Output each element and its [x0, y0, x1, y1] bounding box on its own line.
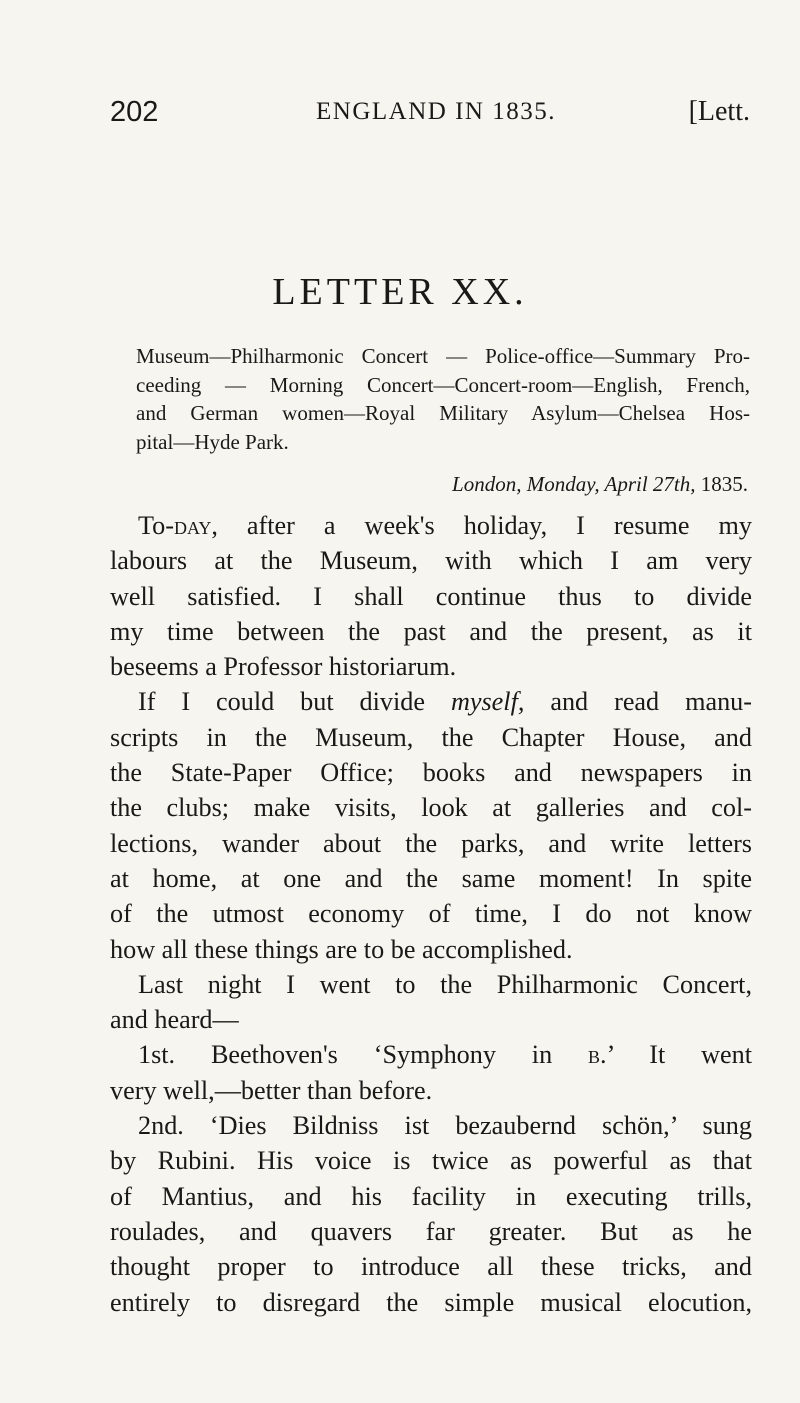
opening-line-rest: after a week's holiday, I resume my	[217, 511, 752, 540]
paragraph-line: Last night I went to the Philharmonic Concert,	[138, 969, 752, 999]
running-title: ENGLAND IN 1835.	[316, 98, 556, 125]
paragraph-line: how all these things are to be accomplished.	[110, 934, 573, 964]
summary-line: ceeding — Morning Concert—Concert-room—English, French,	[136, 372, 750, 397]
paragraph-line: of Mantius, and his facility in executing trills,	[110, 1181, 752, 1211]
paragraph-line: and heard—	[110, 1005, 239, 1035]
paragraph-line: roulades, and quavers far greater. But as he	[110, 1216, 752, 1246]
dateline-year: 1835.	[700, 472, 748, 496]
paragraph-line	[110, 1037, 752, 1072]
paragraph-line	[110, 508, 752, 543]
paragraph-line: beseems a Professor historiarum.	[110, 652, 457, 682]
paragraph-line: 2nd. ‘Dies Bildniss ist bezaubernd schön,’ sung	[138, 1111, 752, 1141]
paragraph-line: the State-Paper Office; books and newspapers in	[110, 758, 752, 788]
emphasis-text: myself,	[450, 687, 525, 717]
opening-word-cap: To-	[138, 511, 174, 540]
body-text	[110, 508, 752, 1320]
summary-line: Museum—Philharmonic Concert — Police-office—Summary Pro-	[136, 344, 750, 368]
paragraph-line: my time between the past and the present, as it	[110, 616, 752, 646]
paragraph-line: by Rubini. His voice is twice as powerful as that	[110, 1146, 752, 1176]
paragraph-line: entirely to disregard the simple musical elocution,	[110, 1287, 752, 1317]
summary-line: and German women—Royal Military Asylum—Chelsea Hos-	[136, 401, 750, 425]
dateline-place-date: London, Monday, April 27th,	[452, 472, 696, 496]
paragraph-line: labours at the Museum, with which I am very	[110, 546, 752, 576]
page-number: 202	[110, 96, 159, 128]
letter-heading: LETTER XX.	[272, 271, 528, 313]
dateline	[452, 472, 748, 497]
paragraph-line	[110, 684, 752, 719]
text-run: 1st. Beethoven's ‘Symphony in	[138, 1040, 589, 1070]
opening-word-smallcaps: day,	[173, 511, 218, 540]
paragraph-line: at home, at one and the same moment! In spite	[110, 863, 752, 893]
running-head-letter-ref: [Lett.	[688, 96, 750, 127]
paragraph-line: thought proper to introduce all these tricks, and	[110, 1252, 752, 1282]
chapter-summary	[136, 342, 750, 456]
paragraph-line: of the utmost economy of time, I do not know	[110, 899, 752, 929]
paragraph-line: scripts in the Museum, the Chapter House, and	[110, 722, 752, 752]
running-head	[110, 96, 750, 136]
text-run: ’ It went	[606, 1040, 752, 1070]
paragraph-line: lections, wander about the parks, and write letters	[110, 828, 752, 858]
text-run: and read manu-	[524, 687, 752, 717]
paragraph-line: the clubs; make visits, look at galleries and col-	[110, 793, 752, 823]
paragraph-line: well satisfied. I shall continue thus to divide	[110, 581, 752, 611]
text-run: If I could but divide	[138, 687, 451, 717]
summary-line: pital—Hyde Park.	[136, 429, 289, 454]
smallcaps-text: b.	[588, 1040, 607, 1070]
paragraph-line: very well,—better than before.	[110, 1075, 433, 1105]
